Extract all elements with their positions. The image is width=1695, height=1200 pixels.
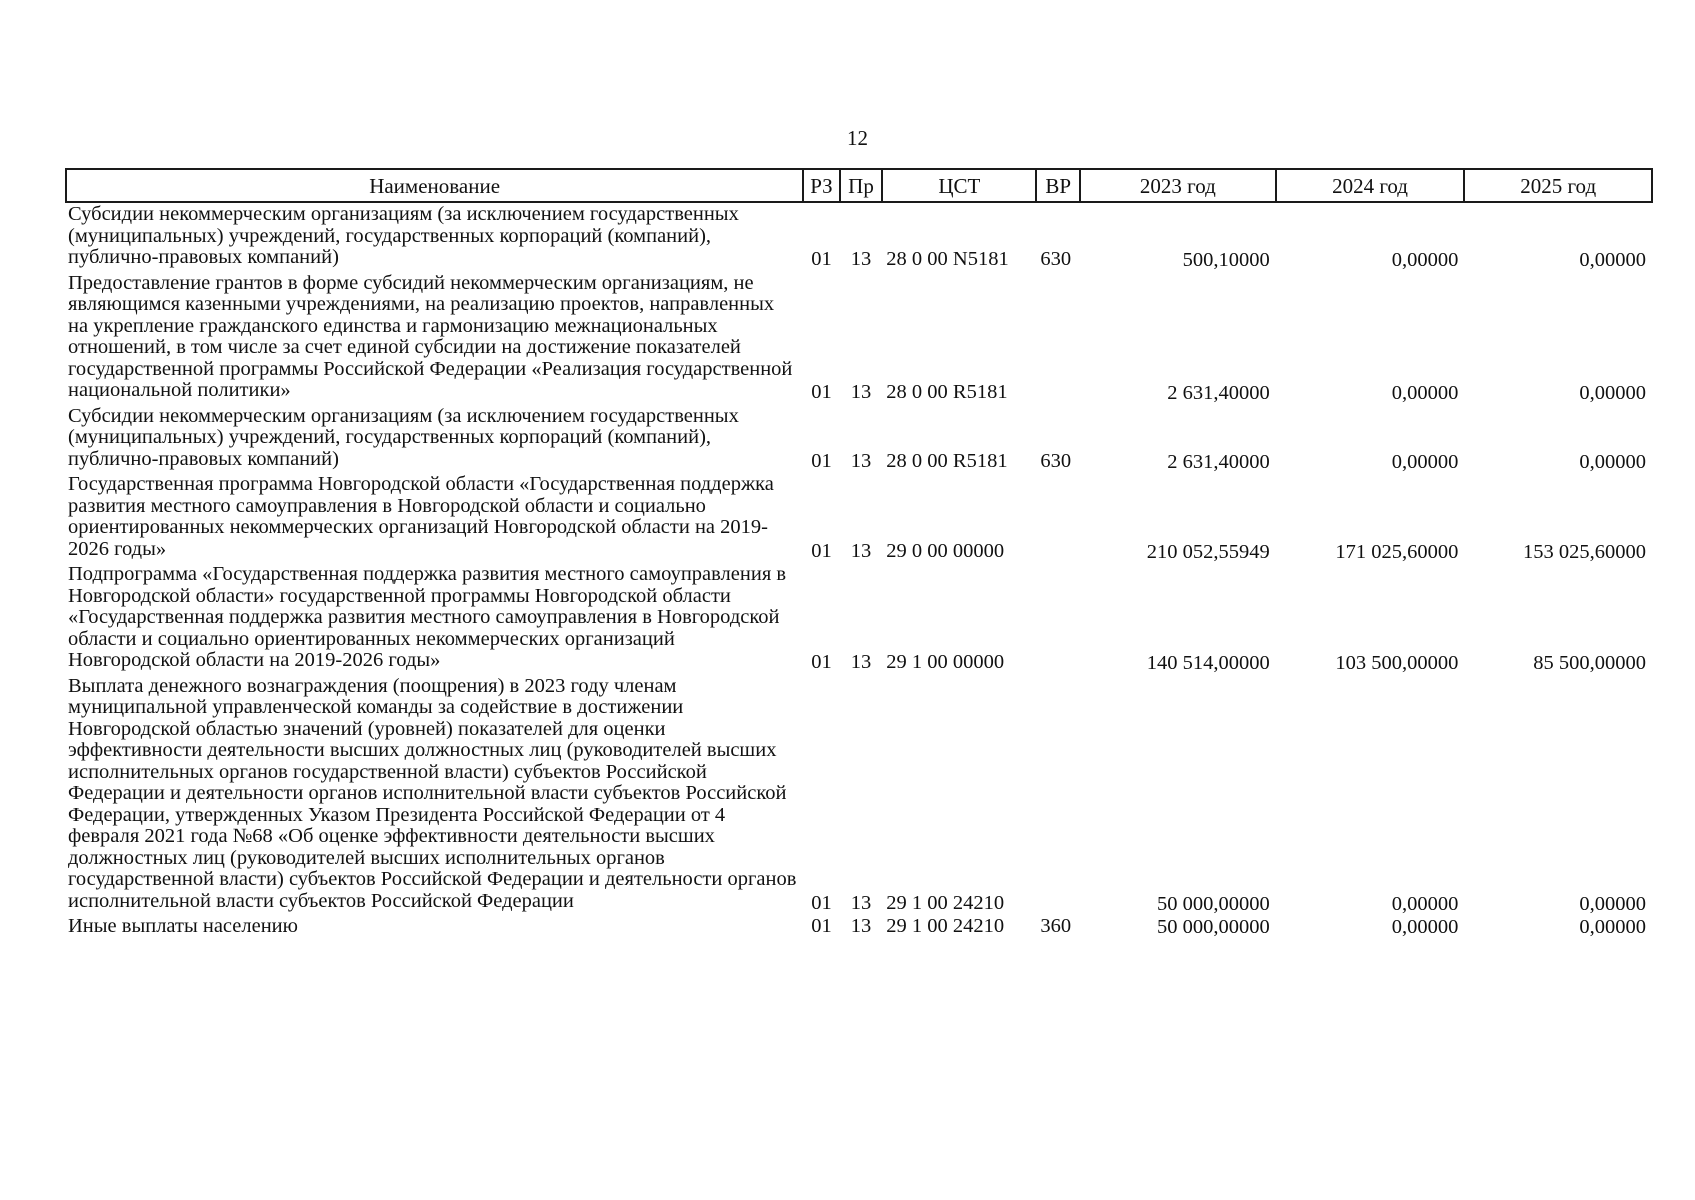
row-vr: 630 [1040, 449, 1072, 472]
row-2025: 0,00000 [1579, 450, 1646, 473]
row-2023: 50 000,00000 [1156, 916, 1270, 938]
row-name: Подпрограмма «Государственная поддержка развития местного самоуправления в Новгородской области» государственной программы Новгородской области «Государственная поддержка развития местного самоуправления в Новгородской области и социально ориентированных некоммерческих организаций Новгородской области на 2019-2026 годы» [68, 563, 787, 671]
row-2023: 210 052,55949 [1146, 540, 1270, 563]
table-row [66, 272, 1652, 405]
page-number: 12 [847, 126, 868, 150]
row-cst: 28 0 00 R5181 [886, 381, 1008, 403]
header-vr: ВР [1036, 169, 1080, 202]
table-row [66, 473, 1652, 563]
row-vr [1036, 473, 1080, 563]
header-2025: 2025 год [1464, 169, 1652, 202]
table-row [66, 202, 1652, 272]
row-pr: 13 [850, 539, 872, 562]
row-2025: 0,00000 [1579, 916, 1646, 938]
row-pr: 13 [850, 381, 872, 403]
row-pr: 13 [850, 915, 872, 937]
row-2023: 140 514,00000 [1146, 652, 1270, 674]
row-2025: 0,00000 [1579, 249, 1646, 271]
row-2024: 0,00000 [1391, 249, 1459, 271]
row-name: Выплата денежного вознаграждения (поощрения) в 2023 году членам муниципальной управленческой команды за содействие в достижении Новгородской областью значений (уровней) показателей для оценки эффективности деятельности высших должностных лиц (руководителей высших исполнительных органов государственной власти) субъектов Российской Федерации и деятельности органов исполнительной власти субъектов Российской Федерации, утвержденных Указом Президента Российской Федерации от 4 февраля 2021 года №68 «Об оценке эффективности деятельности высших должностных лиц (руководителей высших исполнительных органов государственной власти) субъектов Российской Федерации и деятельности органов исполнительной власти субъектов Российской Федерации [68, 674, 797, 912]
row-2024: 0,00000 [1391, 382, 1459, 404]
row-rz: 01 [811, 449, 832, 472]
row-rz: 01 [811, 915, 832, 937]
row-2024: 0,00000 [1391, 916, 1459, 938]
row-name: Государственная программа Новгородской области «Государственная поддержка развития местного самоуправления в Новгородской области и социально ориентированных некоммерческих организаций Новгородской области на 2019-2026 годы» [68, 473, 774, 560]
row-2024: 103 500,00000 [1335, 652, 1459, 674]
table-row [66, 675, 1652, 916]
row-cst: 28 0 00 N5181 [886, 248, 1009, 270]
row-cst: 29 1 00 24210 [886, 891, 1005, 914]
row-pr: 13 [850, 248, 872, 270]
row-vr: 360 [1040, 915, 1072, 937]
row-cst: 29 0 00 00000 [886, 539, 1005, 562]
row-name: Иные выплаты населению [68, 915, 298, 937]
table-row [66, 405, 1652, 474]
row-rz: 01 [811, 651, 832, 673]
row-2025: 153 025,60000 [1523, 540, 1646, 563]
budget-table [65, 168, 1653, 939]
row-2024: 0,00000 [1391, 892, 1459, 915]
row-vr [1036, 563, 1080, 675]
row-rz: 01 [811, 891, 832, 914]
row-vr [1036, 272, 1080, 405]
row-name: Предоставление грантов в форме субсидий некоммерческим организациям, не являющимся казенными учреждениями, на реализацию проектов, направленных на укрепление гражданского единства и гармонизацию межнациональных отношений, в том числе за счет единой субсидии на достижение показателей государственной программы Российской Федерации «Реализация государственной национальной политики» [68, 271, 793, 401]
row-name: Субсидии некоммерческим организациям (за исключением государственных (муниципальных) учреждений, государственных корпораций (компаний), публично-правовых компаний) [68, 203, 739, 268]
row-rz: 01 [811, 381, 832, 403]
row-vr [1036, 675, 1080, 916]
row-2023: 50 000,00000 [1156, 892, 1270, 915]
header-rz: РЗ [803, 169, 840, 202]
row-cst: 29 1 00 00000 [886, 651, 1005, 673]
header-pr: Пр [840, 169, 883, 202]
row-2025: 0,00000 [1579, 892, 1646, 915]
row-2023: 2 631,40000 [1167, 450, 1270, 473]
row-cst: 29 1 00 24210 [886, 915, 1005, 937]
row-2025: 0,00000 [1579, 382, 1646, 404]
header-cst: ЦСТ [882, 169, 1036, 202]
row-name: Субсидии некоммерческим организациям (за исключением государственных (муниципальных) учреждений, государственных корпораций (компаний), публично-правовых компаний) [68, 404, 739, 470]
row-vr: 630 [1040, 248, 1072, 270]
table-body [66, 202, 1652, 939]
row-pr: 13 [850, 891, 872, 914]
row-2025: 85 500,00000 [1533, 652, 1646, 674]
row-cst: 28 0 00 R5181 [886, 449, 1008, 472]
row-2024: 171 025,60000 [1335, 540, 1459, 563]
row-pr: 13 [850, 651, 872, 673]
row-2023: 500,10000 [1182, 249, 1270, 271]
header-name: Наименование [66, 169, 803, 202]
row-2023: 2 631,40000 [1167, 382, 1270, 404]
table-row [66, 563, 1652, 675]
table-row [66, 915, 1652, 939]
row-pr: 13 [850, 449, 872, 472]
header-2023: 2023 год [1080, 169, 1276, 202]
header-row [66, 169, 1652, 202]
row-rz: 01 [811, 248, 832, 270]
row-rz: 01 [811, 539, 832, 562]
table-header [66, 169, 1652, 202]
row-2024: 0,00000 [1391, 450, 1459, 473]
header-2024: 2024 год [1276, 169, 1465, 202]
